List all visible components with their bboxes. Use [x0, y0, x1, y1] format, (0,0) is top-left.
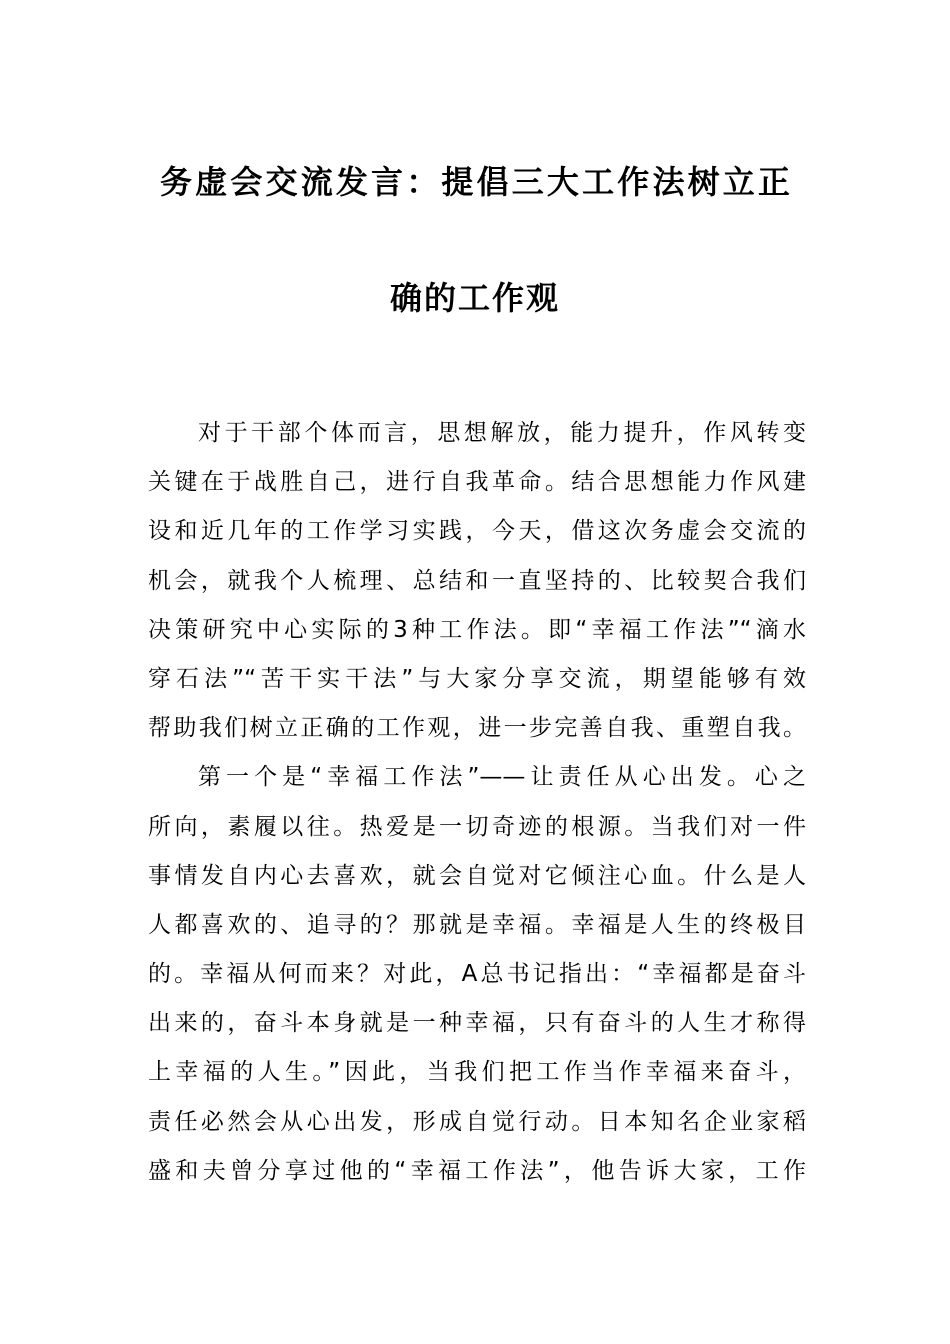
text-line: 设和近几年的工作学习实践，今天，借这次务虚会交流的	[148, 518, 806, 545]
text-line: 决策研究中心实际的3种工作法。即“幸福工作法”“滴水	[148, 616, 806, 643]
document-title-line-2: 确的工作观	[389, 279, 560, 317]
paragraph-2	[148, 760, 806, 1203]
document-title-line-1: 务虚会交流发言：提倡三大工作法树立正	[160, 163, 790, 201]
text-line: 盛和夫曾分享过他的“幸福工作法”，他告诉大家，工作	[148, 1157, 806, 1184]
text-line: 关键在于战胜自己，进行自我革命。结合思想能力作风建	[148, 469, 806, 496]
text-line: 出来的，奋斗本身就是一种幸福，只有奋斗的人生才称得	[148, 1010, 806, 1037]
text-line: 上幸福的人生。”因此，当我们把工作当作幸福来奋斗，	[148, 1059, 806, 1086]
text-line: 的。幸福从何而来？对此，A总书记指出：“幸福都是奋斗	[148, 961, 806, 988]
text-line: 人都喜欢的、追寻的？那就是幸福。幸福是人生的终极目	[148, 911, 806, 938]
text-line: 机会，就我个人梳理、总结和一直坚持的、比较契合我们	[148, 567, 806, 594]
text-line: 第一个是“幸福工作法”——让责任从心出发。心之	[198, 764, 806, 791]
text-line: 所向，素履以往。热爱是一切奇迹的根源。当我们对一件	[148, 813, 806, 840]
text-line: 对于干部个体而言，思想解放，能力提升，作风转变	[198, 420, 806, 446]
text-line: 责任必然会从心出发，形成自觉行动。日本知名企业家稻	[148, 1108, 806, 1135]
text-line: 穿石法”“苦干实干法”与大家分享交流，期望能够有效	[148, 665, 806, 692]
text-line: 事情发自内心去喜欢，就会自觉对它倾注心血。什么是人	[148, 862, 806, 889]
text-line: 帮助我们树立正确的工作观，进一步完善自我、重塑自我。	[148, 715, 806, 742]
paragraph-1	[148, 416, 806, 760]
document-body	[148, 416, 806, 1203]
